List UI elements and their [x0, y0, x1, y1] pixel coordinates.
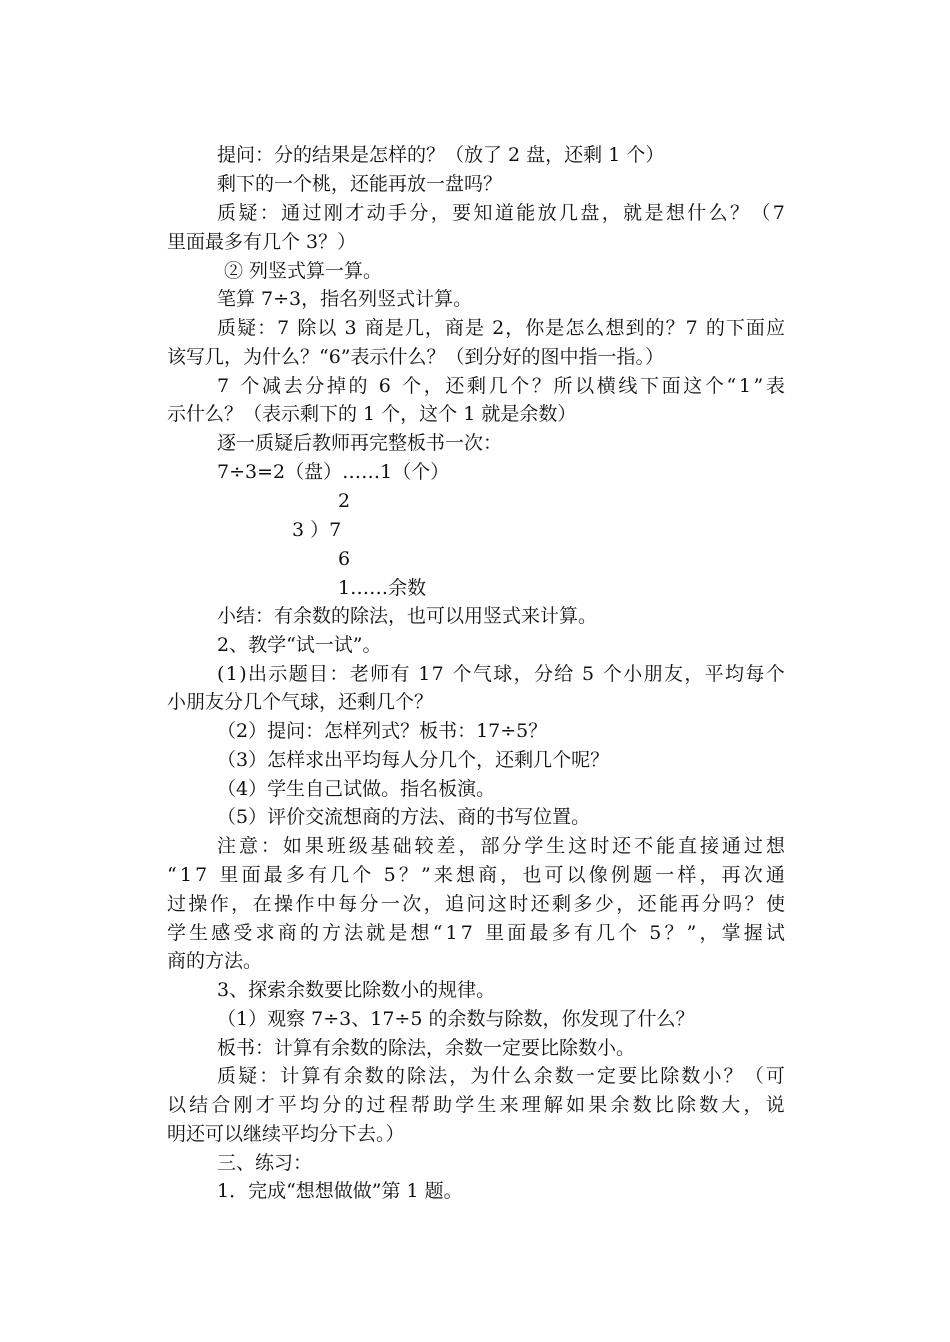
text-line: ② 列竖式算一算。	[224, 260, 383, 282]
text-line: 明还可以继续平均分下去。）	[167, 1123, 405, 1145]
text-line: 提问：分的结果是怎样的？（放了 2 盘，还剩 1 个）	[217, 144, 665, 166]
text-line: 剩下的一个桃，还能再放一盘吗？	[217, 173, 503, 195]
section-heading: 3、探索余数要比除数小的规律。	[217, 979, 496, 1001]
text-line: 笔算 7÷3，指名列竖式计算。	[217, 288, 473, 310]
text-line: （4）学生自己试做。指名板演。	[217, 778, 496, 800]
text-line: 商的方法。	[167, 950, 263, 972]
division-quotient: 2	[338, 490, 351, 512]
division-remainder: 1……余数	[338, 577, 427, 599]
text-line: （2）提问：怎样列式？板书：17÷5？	[217, 720, 548, 742]
text-line: ( 1 ) 出 示 题 目 ： 老 师 有 1 7 个 气 球 ， 分 给 5 个 小 朋 友 ， 平 均 每 个	[217, 663, 785, 685]
division-divisor-dividend: 3 ）7	[292, 519, 342, 541]
text-line: （3）怎样求出平均每人分几个，还剩几个呢？	[217, 749, 610, 771]
text-line: 注 意 ： 如 果 班 级 基 础 较 差 ， 部 分 学 生 这 时 还 不 能 直 接 通 过 想	[217, 835, 785, 857]
text-line: （1）观察 7÷3、17÷5 的余数与除数，你发现了什么？	[217, 1008, 695, 1030]
text-line: 以 结 合 刚 才 平 均 分 的 过 程 帮 助 学 生 来 理 解 如 果 余 数 比 除 数 大 ， 说	[167, 1094, 785, 1116]
text-line: （5）评价交流想商的方法、商的书写位置。	[217, 806, 591, 828]
section-heading: 三、练习：	[217, 1152, 313, 1174]
text-line: 里面最多有几个 3？）	[167, 231, 357, 253]
text-line: “ 1 7 里 面 最 多 有 几 个 5 ？ ” 来 想 商 ， 也 可 以 像 例 题 一 样 ， 再 次 通	[167, 864, 785, 886]
section-heading: 2、教学“试一试”。	[217, 634, 382, 656]
text-line: 小结：有余数的除法，也可以用竖式来计算。	[217, 605, 598, 627]
text-line: 质 疑 ： 计 算 有 余 数 的 除 法 ， 为 什 么 余 数 一 定 要 比 除 数 小 ？ （ 可	[217, 1065, 785, 1087]
text-line: 质 疑 ： 通 过 刚 才 动 手 分 ， 要 知 道 能 放 几 盘 ， 就 是 想 什 么 ？ （ 7	[217, 202, 785, 224]
text-line: 该写几，为什么？“6”表示什么？（到分好的图中指一指。）	[167, 346, 665, 368]
text-line: 质 疑 ： 7 除 以 3 商 是 几 ， 商 是 2 ， 你 是 怎 么 想 到 的 ？ 7 的 下 面 应	[217, 317, 785, 339]
equation-line: 7÷3=2（盘）……1（个）	[217, 461, 450, 483]
text-line: 逐一质疑后教师再完整板书一次：	[217, 432, 503, 454]
text-line: 示什么？（表示剩下的 1 个，这个 1 就是余数）	[167, 403, 577, 425]
text-line: 7 个 减 去 分 掉 的 6 个 ， 还 剩 几 个 ？ 所 以 横 线 下 面 这 个 “ 1 ” 表	[217, 375, 785, 397]
text-line: 板书：计算有余数的除法，余数一定要比除数小。	[217, 1037, 636, 1059]
text-line: 1．完成“想想做做”第 1 题。	[217, 1180, 463, 1202]
text-line: 过 操 作 ， 在 操 作 中 每 分 一 次 ， 追 问 这 时 还 剩 多 少 ， 还 能 再 分 吗 ？ 使	[167, 893, 785, 915]
text-line: 学 生 感 受 求 商 的 方 法 就 是 想 “ 1 7 里 面 最 多 有 几 个 5 ？ ” ， 掌 握 试	[167, 922, 785, 944]
division-product: 6	[338, 548, 351, 570]
text-line: 小朋友分几个气球，还剩几个？	[167, 691, 434, 713]
